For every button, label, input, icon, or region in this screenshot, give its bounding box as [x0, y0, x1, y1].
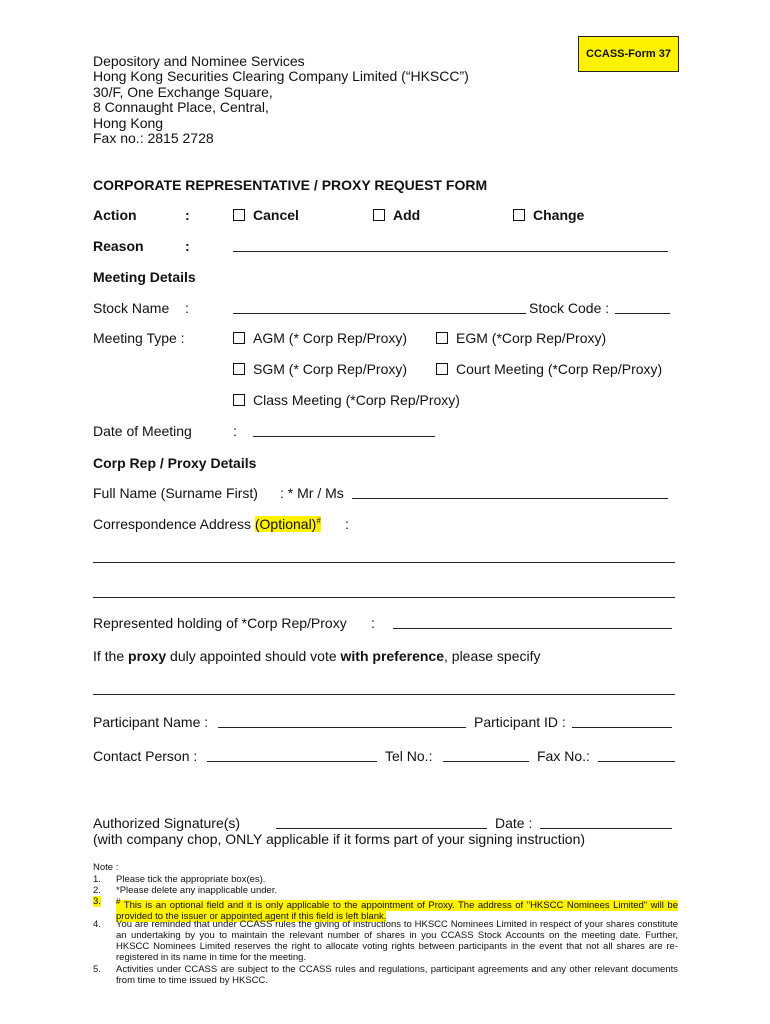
signature-label: Authorized Signature(s) — [93, 815, 241, 831]
reason-colon: : — [185, 238, 190, 254]
correspondence-address-colon: : — [345, 516, 349, 532]
meeting-type-class[interactable]: Class Meeting (*Corp Rep/Proxy) — [233, 392, 460, 408]
checkbox-icon[interactable] — [233, 209, 245, 221]
checkbox-icon[interactable] — [233, 363, 245, 375]
participant-name-label: Participant Name : — [93, 714, 209, 730]
holding-field[interactable] — [393, 628, 672, 629]
meeting-type-court[interactable]: Court Meeting (*Corp Rep/Proxy) — [436, 361, 662, 377]
fax-label: Fax No.: — [537, 748, 590, 764]
stock-code-label: Stock Code : — [529, 300, 610, 316]
reason-field[interactable] — [233, 251, 668, 252]
signature-note: (with company chop, ONLY applicable if it forms part of your signing instruction) — [93, 831, 586, 847]
meeting-type-sgm[interactable]: SGM (* Corp Rep/Proxy) — [233, 361, 407, 377]
participant-name-field[interactable] — [218, 727, 466, 728]
corp-rep-heading: Corp Rep / Proxy Details — [93, 455, 257, 471]
full-name-label: Full Name (Surname First) — [93, 485, 258, 501]
address-field-line-1[interactable] — [93, 562, 675, 563]
stock-code-field[interactable] — [615, 313, 670, 314]
address-field-line-2[interactable] — [93, 597, 675, 598]
participant-id-field[interactable] — [572, 727, 672, 728]
contact-person-field[interactable] — [207, 761, 377, 762]
note-number: 5. — [93, 964, 101, 975]
action-change-option[interactable]: Change — [513, 207, 584, 223]
note-number: 3. — [93, 896, 101, 907]
meeting-type-agm[interactable]: AGM (* Corp Rep/Proxy) — [233, 330, 407, 346]
stock-name-colon: : — [185, 300, 189, 316]
meeting-type-egm[interactable]: EGM (*Corp Rep/Proxy) — [436, 330, 606, 346]
checkbox-icon[interactable] — [436, 363, 448, 375]
participant-id-label: Participant ID : — [474, 714, 566, 730]
action-label: Action — [93, 207, 137, 223]
meeting-date-field[interactable] — [253, 436, 435, 437]
notes-heading: Note : — [93, 862, 119, 873]
stock-name-field[interactable] — [233, 313, 526, 314]
meeting-date-colon: : — [233, 423, 237, 439]
correspondence-address-label: Correspondence Address (Optional)# — [93, 516, 321, 532]
checkbox-icon[interactable] — [513, 209, 525, 221]
action-cancel-option[interactable]: Cancel — [233, 207, 299, 223]
signature-date-label: Date : — [495, 815, 533, 831]
note-text-highlighted: # This is an optional field and it is only applicable to the appointment of Proxy. The address of "HKSCC Nominees Limited" will be provided to the issuer or appointed agent if this field is left blank. — [116, 897, 678, 923]
signature-field[interactable] — [276, 828, 487, 829]
tel-field[interactable] — [443, 761, 529, 762]
form-title: CORPORATE REPRESENTATIVE / PROXY REQUEST FORM — [93, 177, 488, 193]
address-line-1: Depository and Nominee Services — [93, 53, 305, 69]
note-text: Please tick the appropriate box(es). — [116, 874, 266, 885]
form-number-badge: CCASS-Form 37 — [578, 36, 679, 72]
checkbox-icon[interactable] — [233, 394, 245, 406]
note-number: 4. — [93, 919, 101, 930]
reason-label: Reason — [93, 238, 144, 254]
signature-date-field[interactable] — [540, 828, 672, 829]
action-add-option[interactable]: Add — [373, 207, 420, 223]
vote-preference-text: If the proxy duly appointed should vote with preference, please specify — [93, 648, 541, 664]
note-number: 2. — [93, 885, 101, 896]
checkbox-icon[interactable] — [436, 332, 448, 344]
full-name-prefix: : * Mr / Ms — [280, 485, 344, 501]
holding-label: Represented holding of *Corp Rep/Proxy — [93, 615, 347, 631]
meeting-date-label: Date of Meeting — [93, 423, 192, 439]
note-text: Activities under CCASS are subject to the CCASS rules and regulations, participant agreements and any other relevant documents from time to time issued by HKSCC. — [116, 964, 678, 986]
address-line-2: Hong Kong Securities Clearing Company Limited (“HKSCC”) — [93, 68, 469, 84]
note-text: You are reminded that under CCASS rules the giving of instructions to HKSCC Nominees Limited in respect of your shares constitute an undertaking by you to maintain the relevant number of shares in you CCASS Stock Accounts on the meeting date. Further, HKSCC Nominees Limited reserves the right to allocate voting rights between participants in the event that not all shares are re-registered in its name in time for the meeting. — [116, 919, 678, 963]
stock-name-label: Stock Name — [93, 300, 170, 316]
note-number: 1. — [93, 874, 101, 885]
full-name-field[interactable] — [352, 498, 668, 499]
fax-field[interactable] — [598, 761, 675, 762]
holding-colon: : — [371, 615, 375, 631]
checkbox-icon[interactable] — [373, 209, 385, 221]
checkbox-icon[interactable] — [233, 332, 245, 344]
meeting-details-heading: Meeting Details — [93, 269, 196, 285]
address-line-4: 8 Connaught Place, Central, — [93, 99, 269, 115]
vote-preference-field[interactable] — [93, 694, 675, 695]
action-colon: : — [185, 207, 190, 223]
address-line-5: Hong Kong — [93, 115, 164, 131]
tel-label: Tel No.: — [385, 748, 433, 764]
fax-number: Fax no.: 2815 2728 — [93, 130, 214, 146]
contact-person-label: Contact Person : — [93, 748, 198, 764]
note-text: *Please delete any inapplicable under. — [116, 885, 278, 896]
address-line-3: 30/F, One Exchange Square, — [93, 84, 273, 100]
meeting-type-label: Meeting Type : — [93, 330, 185, 346]
